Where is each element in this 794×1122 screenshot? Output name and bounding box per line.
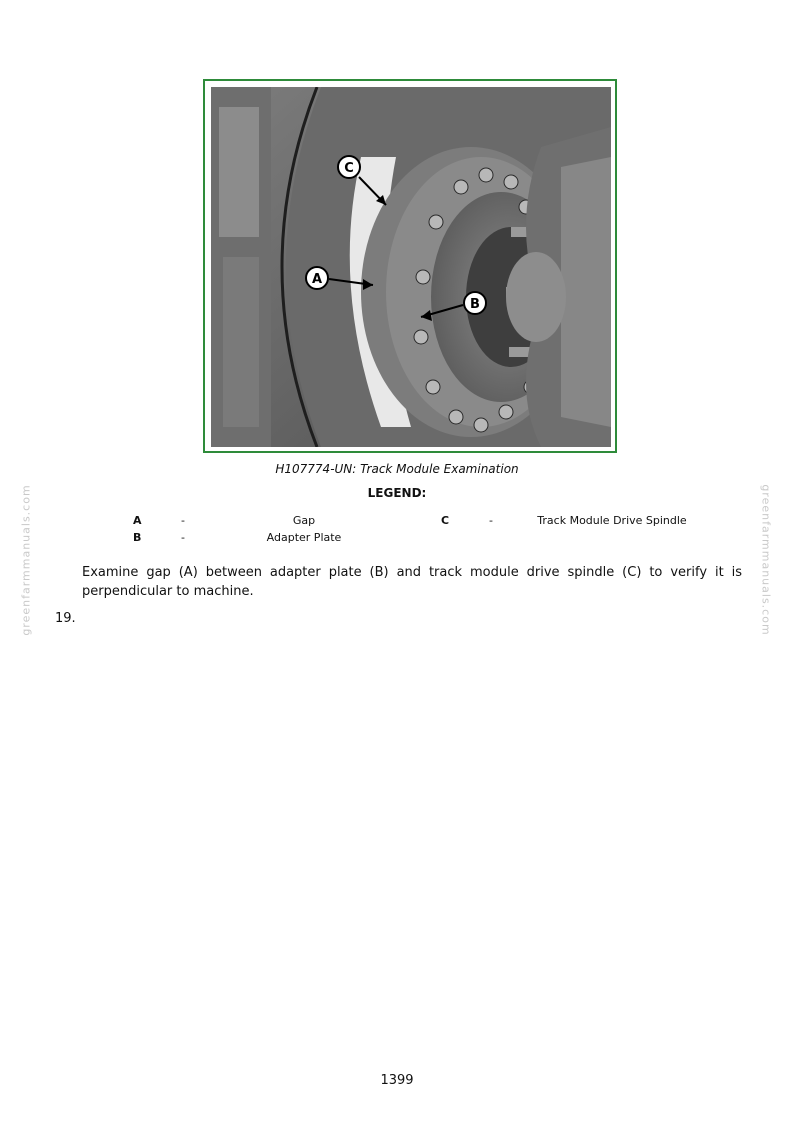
legend-dash: -: [181, 531, 185, 544]
callout-b: [464, 292, 486, 314]
legend-text: Gap: [292, 514, 316, 527]
legend-dash: -: [489, 514, 493, 527]
watermark-right: greenfarmmanuals.com: [759, 484, 773, 636]
callout-a: [306, 267, 328, 289]
legend-text: Track Module Drive Spindle: [537, 514, 687, 527]
step-number: 19.: [55, 611, 76, 626]
figure-frame: [203, 79, 617, 453]
callout-a-label: A: [311, 272, 323, 287]
legend-item-b: [0, 531, 794, 547]
watermark-left: greenfarmmanuals.com: [19, 484, 33, 636]
legend-title: LEGEND:: [367, 486, 427, 500]
callout-c: [338, 156, 360, 178]
track-module-photo: [211, 87, 611, 447]
callout-b-label: B: [470, 297, 480, 312]
legend-item-c: [0, 514, 794, 530]
legend-dash: -: [181, 514, 185, 527]
legend-text: Adapter Plate: [266, 531, 342, 544]
instruction-paragraph: Examine gap (A) between adapter plate (B) and track module drive spindle (C) to verify it is perpendicular to machine.: [82, 565, 742, 599]
legend-letter: A: [133, 514, 142, 527]
legend-letter: C: [441, 514, 450, 527]
figure-caption: H107774-UN: Track Module Examination: [275, 462, 519, 476]
callout-c-label: C: [344, 161, 354, 176]
page-number: 1399: [380, 1073, 414, 1088]
legend-letter: B: [133, 531, 142, 544]
